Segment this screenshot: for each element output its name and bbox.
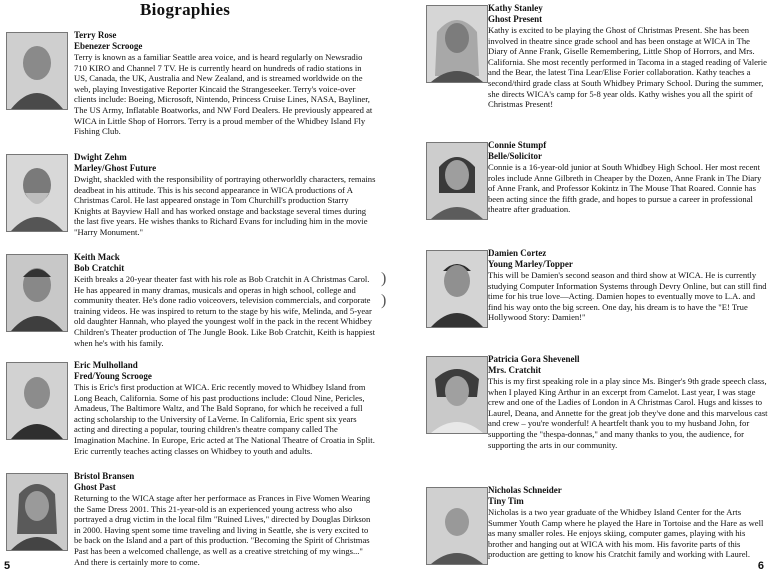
bio-role: Fred/Young Scrooge [74,371,152,381]
bio-role: Ghost Past [74,482,116,492]
left-page [0,0,380,576]
page-heading: Biographies [140,0,231,19]
headshot-photo [6,154,68,232]
bio-body: This will be Damien's second season and third show at WICA. He is currently studying Computer Information Systems through Devry Online, but can still find time for his true love—Acting. Damien hopes to eventually move to L.A. and find his way onto the big screen. One day, his dream is to have the "E! True Hollywood Story: Damien!" [488,270,767,323]
headshot-photo [426,142,488,220]
headshot-photo [6,362,68,440]
binding-mark: ) [381,292,387,309]
bio-name: Keith Mack [74,252,120,262]
bio-name: Eric Mulholland [74,360,138,370]
right-page [390,0,770,576]
headshot-photo [426,356,488,434]
headshot-photo [426,5,488,83]
bio-body: Kathy is excited to be playing the Ghost of Christmas Present. She has been involved in theatre since grade school and has been onstage at WICA in The Diary of Anne Frank, Giselle Remembering, Little Shop of Horrors, and Mrs. California. She most recently performed in Tacoma in a staged reading of Valerie and the Bear, the latest Tina Lear/Elise Forier collaboration. Kathy teaches a second/third grade class at South Whidbey Primary School. During the summer, she directs WICA's camp for 5-8 year olds. Kathy wishes you all the spirit of Christmas Present! [488,25,767,110]
bio-body: Dwight, shackled with the responsibility of portraying otherworldly characters, remains deadbeat in his attitude. This is his second appearance in WICA productions of A Christmas Carol. He last appeared onstage in Tom Churchill's production Starry Knights at Bayview Hall and has worked onstage and backstage several times during the last five years. He wishes thanks to Richard Evans for including him in the movie "Harry Monument." [74,174,376,237]
bio-role: Young Marley/Topper [488,259,573,269]
page-number-right: 6 [757,560,764,572]
bio-name: Bristol Bransen [74,471,135,481]
bio-body: Keith breaks a 20-year theater fast with his role as Bob Cratchit in A Christmas Carol. He has appeared in many dramas, musicals and operas in high school, college and community theater. He's done radio voiceovers, television commercials, and corporate training videos. He was inspired to return to the stage by his wife, Melinda, and 5-year old daughter Hannah, who played the youngest wolf in the pack in the recent Whidbey Children's Theater production of The Jungle Book. Like Bob Cratchit, Keith is happiest when he's with his family. [74,274,376,348]
bio-body: This is Eric's first production at WICA. Eric recently moved to Whidbey Island from Long Beach, California. Some of his past productions include: Cloud Nine, Pericles, Amadeus, The Baltimore Waltz, and The Bald Soprano, for which he received a full acting scholarship to the University of LaVerne. In California, Eric spent six years acting and directing a popular, touring children's theatre company called The Imagination Machine. In Europe, Eric acted at The National Theatre of Croatia in Split. Eric currently teaches acting classes on Whidbey to youth and adults. [74,382,375,456]
bio-role: Mrs. Cratchit [488,365,541,375]
bio-body: Returning to the WICA stage after her performace as Frances in Five Women Wearing the Same Dress 2001. This 21-year-old is an experienced young actress who also portrayed a drug victim in the local film "Ruined Lives," directed by Douglas Dirkson in 2000. Having spent some time traveling and living in Seattle, she is very excited to be back on the Island and a part of this production. "Becoming the Spirit of Christmas Past has been a welcomed challenge, as well as a creative stretching of my wings..." And there is certainly more to come. [74,493,371,567]
headshot-photo [6,254,68,332]
bio-body: This is my first speaking role in a play since Ms. Binger's 9th grade speech class, when I played King Arthur in an excerpt from Camelot. Last year, I was stage crew and one of the Ladies of London in A Christmas Carol. Hugs and kisses to Laurel, Deana, and Annette for the great job they've done and this marvelous cast and crew – you're wonderful! A heartfelt thank you to my husband John, for supporting the "thespa-donnas," and many thanks to you, the audience, for supporting the arts in our community. [488,376,768,450]
headshot-photo [6,473,68,551]
bio-name: Connie Stumpf [488,140,547,150]
bio-body: Terry is known as a familiar Seattle area voice, and is heard regularly on Newsradio 710 KIRO and Channel 7 TV. He is currently heard on hundreds of radio stations in US, Canada, the UK, Australia and New Zealand, and is streamed worldwide on the web, playing Investigative Reporter Kincaid the Strangeseeker. Terry's voice-over clients include: Boeing, Microsoft, Nintendo, Princess Cruise Lines, NASA, Bayliner, The US Army, Inflatable Boatworks, and NW Ford Dealers. He previously appeared at WICA in Little Shop of Horrors. Terry is a proud member of the Whidbey Island Fly Fishing Club. [74,52,373,137]
bio-role: Ebenezer Scrooge [74,41,143,51]
bio-name: Terry Rose [74,30,117,40]
bio-role: Tiny Tim [488,496,524,506]
bio-name: Dwight Zehm [74,152,127,162]
headshot-photo [426,250,488,328]
bio-body: Nicholas is a two year graduate of the Whidbey Island Center for the Arts Summer Youth Camp where he played the Hare in Tortoise and the Hare as well as many smaller roles. He enjoys skiing, computer games, playing with his brother and hanging out at WICA with his mom. His favorite parts of this production are getting to know his Cratchit family and working with Laurel. [488,507,764,560]
bio-name: Damien Cortez [488,248,547,258]
headshot-photo [426,487,488,565]
bio-role: Belle/Solicitor [488,151,542,161]
bio-body: Connie is a 16-year-old junior at South Whidbey High School. Her most recent roles include Anne Gilbreth in Cheaper by the Dozen, Anne Frank in The Diary of Anne Frank, and Professor Kokintz in The Mouse That Roared. Connie has been acting since the fifth grade, and hopes to pursue a career in professional theatre after graduation. [488,162,762,215]
bio-role: Ghost Present [488,14,543,24]
page-number-left: 5 [4,560,11,572]
bio-name: Nicholas Schneider [488,485,562,495]
bio-role: Bob Cratchit [74,263,125,273]
bio-name: Patricia Gora Shevenell [488,354,580,364]
bio-name: Kathy Stanley [488,3,543,13]
binding-mark: ) [381,270,387,287]
headshot-photo [6,32,68,110]
bio-role: Marley/Ghost Future [74,163,157,173]
